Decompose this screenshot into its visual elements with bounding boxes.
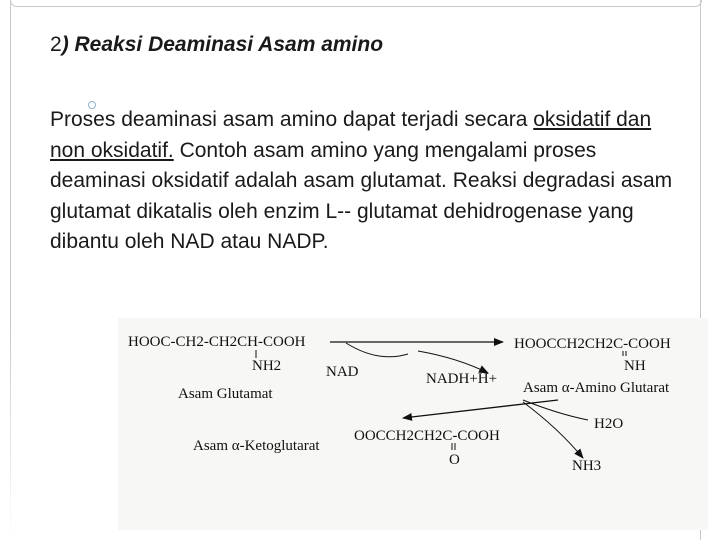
imino-name: Asam α-Amino Glutarat (523, 380, 670, 396)
title-number: 2 (50, 33, 62, 56)
slide-frame-top (10, 0, 702, 7)
ammonia-label: NH3 (572, 458, 602, 474)
water-label: H2O (594, 416, 624, 432)
ketoglutarate-name: Asam α-Ketoglutarat (193, 438, 320, 454)
imino-nh: NH (624, 358, 646, 374)
reaction-scheme-svg (118, 318, 708, 530)
arrow-nad-curve (346, 343, 408, 357)
glutamate-nh2: NH2 (252, 358, 282, 374)
slide-title (50, 33, 383, 57)
nad-label: NAD (326, 364, 359, 380)
arrow-nadh-curve (418, 351, 488, 373)
paragraph-part-2: Contoh asam amino yang mengalami proses deaminasi oksidatif adalah asam glutamat. Reaksi degradasi asam glutamat dikatalis oleh enzim L-- glutamat dehidrogenase yang dibantu oleh NAD atau NADP. (50, 138, 673, 253)
reaction-scheme (118, 318, 708, 530)
arrow-hydrolysis (403, 400, 558, 418)
glutamate-formula: HOOC-CH2-CH2CH-COOH (128, 334, 306, 350)
nadh-label: NADH+H+ (426, 371, 498, 387)
title-text: ) Reaksi Deaminasi Asam amino (61, 33, 384, 56)
ketoglutarate-o: O (449, 452, 460, 468)
paragraph-underlined: oksidatif dan non oksidatif. (50, 108, 652, 162)
paragraph-part-1: Proses deaminasi asam amino dapat terjadi secara (50, 108, 534, 131)
body-paragraph (50, 105, 690, 258)
ketoglutarate-formula: OOCCH2CH2C-COOH (354, 428, 500, 444)
imino-formula: HOOCCH2CH2C-COOH (514, 336, 671, 352)
slide-frame-left (10, 0, 11, 540)
glutamate-name: Asam Glutamat (178, 386, 273, 402)
